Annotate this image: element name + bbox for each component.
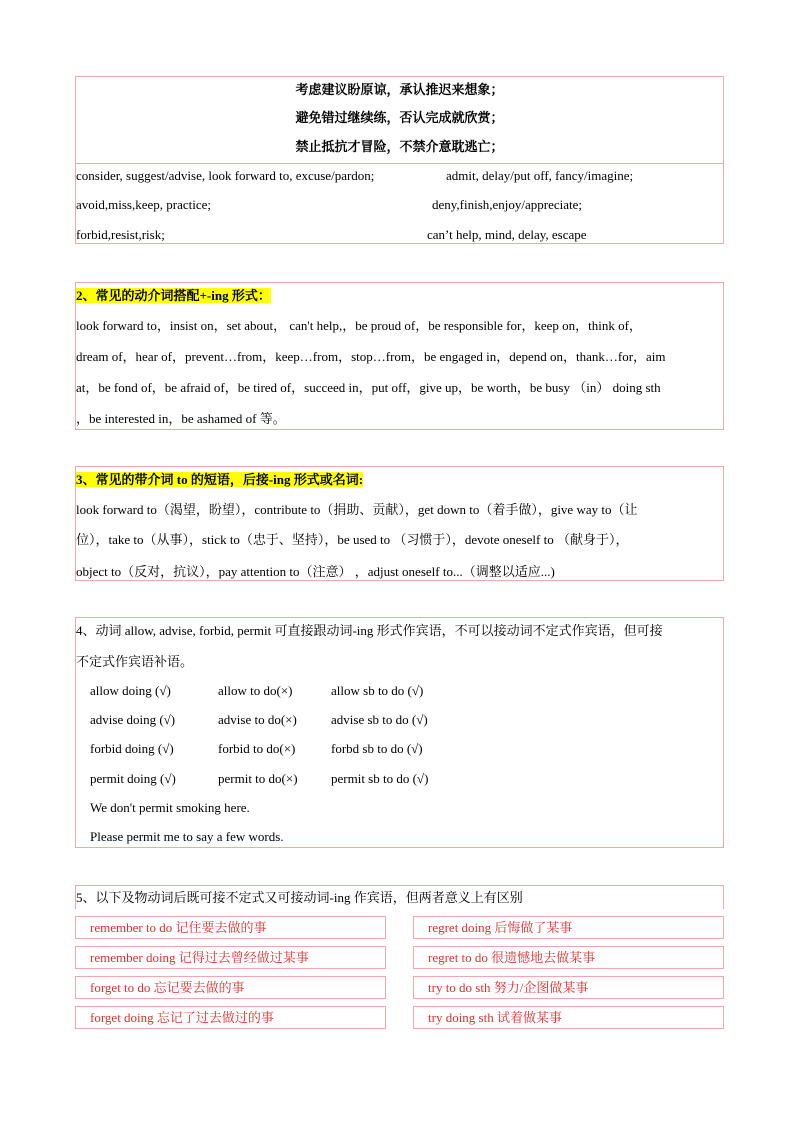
s4-cell: allow doing (√) (90, 683, 171, 698)
section-5-heading: 5、以下及物动词后既可接不定式又可接动词-ing 作宾语，但两者意义上有区别 (76, 890, 523, 905)
s4-cell: advise to do(×) (218, 712, 297, 727)
verb-list-right-1: admit, delay/put off, fancy/imagine; (446, 168, 634, 183)
s2-line-4: ，be interested in，be ashamed of 等。 (76, 411, 286, 426)
s4-cell: advise doing (√) (90, 712, 176, 727)
s5-left-item: remember doing 记得过去曾经做过某事 (75, 946, 386, 969)
s5-right-item: try doing sth 试着做某事 (413, 1006, 724, 1029)
section-5-heading-box (75, 885, 724, 909)
s3-line-2: 位），take to（从事），stick to（忠于、坚持），be used to （习惯于），devote oneself to （献身于）， (76, 532, 629, 547)
verb-list-right-3: can’t help, mind, delay, escape (427, 227, 587, 242)
s5-right-item: regret to do 很遗憾地去做某事 (413, 946, 724, 969)
s3-line-3: object to（反对，抗议），pay attention to（注意） ，adjust oneself to...（调整以适应...) (76, 564, 555, 579)
s4-cell: forbid doing (√) (90, 741, 174, 756)
s5-left-item: remember to do 记住要去做的事 (75, 916, 386, 939)
divider (75, 163, 724, 164)
s2-line-2: dream of，hear of，prevent…from，keep…from，stop…from，be engaged in，depend on，thank…for，aim (76, 349, 666, 364)
section-1-box (75, 76, 724, 244)
section-3-box (75, 466, 724, 581)
s4-cell: permit doing (√) (90, 771, 176, 786)
verb-list-left-1: consider, suggest/advise, look forward to, excuse/pardon; (76, 168, 375, 183)
s4-cell: allow sb to do (√) (331, 683, 424, 698)
s4-example-1: We don't permit smoking here. (90, 800, 250, 815)
s2-line-3: at，be fond of，be afraid of，be tired of，succeed in，put off，give up，be worth，be busy （in） doing sth (76, 380, 661, 395)
s4-example-2: Please permit me to say a few words. (90, 829, 284, 844)
s5-right-item: try to do sth 努力/企图做某事 (413, 976, 724, 999)
s5-right-item: regret doing 后悔做了某事 (413, 916, 724, 939)
verb-list-left-2: avoid,miss,keep, practice; (76, 197, 212, 212)
s4-cell: permit sb to do (√) (331, 771, 429, 786)
s4-cell: forbd sb to do (√) (331, 741, 423, 756)
mnemonic-line-2: 避免错过继续练，否认完成就欣赏； (295, 110, 504, 125)
s4-cell: permit to do(×) (218, 771, 298, 786)
s5-left-item: forget to do 忘记要去做的事 (75, 976, 386, 999)
s3-line-1: look forward to（渴望，盼望），contribute to（捐助、贡献），get down to（着手做），give way to（让 (76, 502, 638, 517)
mnemonic-line-1: 考虑建议盼原谅，承认推迟来想象； (295, 82, 504, 97)
section-3-heading: 3、常见的带介词 to 的短语，后接-ing 形式或名词: (76, 472, 364, 487)
s4-cell: forbid to do(×) (218, 741, 296, 756)
section-2-heading: 2、常见的动介词搭配+-ing 形式： (76, 288, 271, 303)
s4-cell: allow to do(×) (218, 683, 293, 698)
mnemonic-line-3: 禁止抵抗才冒险，不禁介意耽逃亡； (295, 139, 504, 154)
s5-left-item: forget doing 忘记了过去做过的事 (75, 1006, 386, 1029)
section-4-box (75, 617, 724, 848)
s4-intro-1: 4、动词 allow, advise, forbid, permit 可直接跟动词-ing 形式作宾语，不可以接动词不定式作宾语，但可接 (76, 623, 663, 638)
verb-list-right-2: deny,finish,enjoy/appreciate; (432, 197, 583, 212)
verb-list-left-3: forbid,resist,risk; (76, 227, 165, 242)
section-2-box (75, 282, 724, 430)
s4-intro-2: 不定式作宾语补语。 (76, 654, 194, 669)
s4-cell: advise sb to do (√) (331, 712, 428, 727)
s2-line-1: look forward to，insist on，set about， can't help,，be proud of，be responsible for，keep on，think of， (76, 318, 642, 333)
